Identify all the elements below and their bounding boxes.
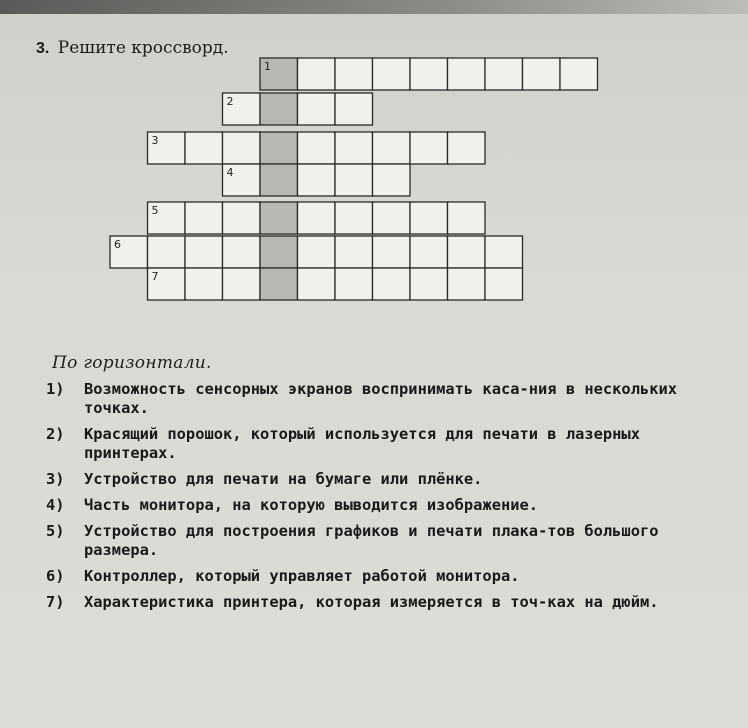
clue-text: Красящий порошок, который используется для печати в лазерных принтерах. (84, 425, 640, 462)
clue-number: 7) (46, 593, 65, 611)
crossword-cell (223, 202, 261, 234)
section-title: По горизонтали. (52, 353, 212, 373)
crossword-cell (373, 164, 411, 196)
crossword-cell (185, 236, 223, 268)
crossword-cell (485, 268, 523, 300)
exercise-number: 3. (36, 40, 50, 57)
crossword-cell (298, 164, 336, 196)
crossword-cell (335, 58, 373, 90)
crossword-grid (0, 0, 748, 340)
crossword-cell (335, 164, 373, 196)
crossword-cell (298, 93, 336, 125)
clue-item (46, 593, 726, 612)
crossword-cell (523, 58, 561, 90)
clue-number: 2) (46, 425, 65, 443)
crossword-row-number: 5 (151, 204, 159, 217)
crossword-cell (148, 236, 186, 268)
crossword-cell (448, 202, 486, 234)
clue-list (46, 380, 726, 619)
crossword-key-cell (260, 202, 298, 234)
clue-text: Устройство для построения графиков и печати плака-тов большого размера. (84, 522, 659, 559)
crossword-cell (298, 202, 336, 234)
clue-item (46, 496, 726, 515)
crossword-cell (185, 268, 223, 300)
crossword-cell (485, 58, 523, 90)
crossword-cell (298, 132, 336, 164)
crossword-cell (373, 236, 411, 268)
clue-number: 3) (46, 470, 65, 488)
crossword-row-number: 1 (264, 60, 271, 73)
crossword-row-number: 6 (114, 238, 121, 251)
clue-item (46, 380, 726, 418)
crossword-row-number: 2 (226, 95, 234, 108)
crossword-row-number: 4 (226, 166, 234, 179)
clue-text: Часть монитора, на которую выводится изображение. (84, 496, 539, 514)
crossword-cell (410, 236, 448, 268)
clue-item (46, 470, 726, 489)
crossword-cell (373, 202, 411, 234)
crossword-row-number: 7 (151, 270, 159, 283)
crossword-cell (298, 236, 336, 268)
crossword-cell (335, 268, 373, 300)
clue-text: Возможность сенсорных экранов воспринимать каса-ния в нескольких точках. (84, 380, 678, 417)
crossword-cell (335, 132, 373, 164)
crossword-cell (448, 268, 486, 300)
crossword-cell (335, 93, 373, 125)
crossword-row-number: 3 (151, 134, 159, 147)
clue-item (46, 425, 726, 463)
crossword-cell (335, 236, 373, 268)
crossword-cell (373, 58, 411, 90)
clue-item (46, 567, 726, 586)
clue-number: 5) (46, 522, 65, 540)
crossword-cell (185, 202, 223, 234)
crossword-cell (485, 236, 523, 268)
crossword-key-cell (260, 164, 298, 196)
clue-number: 1) (46, 380, 65, 398)
crossword-cell (448, 58, 486, 90)
clue-text: Характеристика принтера, которая измеряется в точ-ках на дюйм. (84, 593, 659, 611)
clue-number: 4) (46, 496, 65, 514)
crossword-cell (373, 268, 411, 300)
crossword-key-cell (260, 268, 298, 300)
crossword-cell (410, 58, 448, 90)
clue-text: Устройство для печати на бумаге или плёнке. (84, 470, 483, 488)
crossword-key-cell (260, 132, 298, 164)
clue-number: 6) (46, 567, 65, 585)
crossword-cell (410, 202, 448, 234)
crossword-cell (335, 202, 373, 234)
crossword-cell (223, 132, 261, 164)
exercise-title: Решите кроссворд. (57, 38, 229, 58)
clue-text: Контроллер, который управляет работой монитора. (84, 567, 520, 585)
crossword-cell (185, 132, 223, 164)
crossword-cell (223, 236, 261, 268)
crossword-cell (448, 132, 486, 164)
crossword-cell (298, 268, 336, 300)
crossword-cell (410, 132, 448, 164)
crossword-cell (298, 58, 336, 90)
clue-item (46, 522, 726, 560)
crossword-cell (223, 268, 261, 300)
crossword-cell (410, 268, 448, 300)
crossword-cell (373, 132, 411, 164)
crossword-cell (560, 58, 598, 90)
crossword-cell (448, 236, 486, 268)
crossword-key-cell (260, 93, 298, 125)
crossword-key-cell (260, 236, 298, 268)
